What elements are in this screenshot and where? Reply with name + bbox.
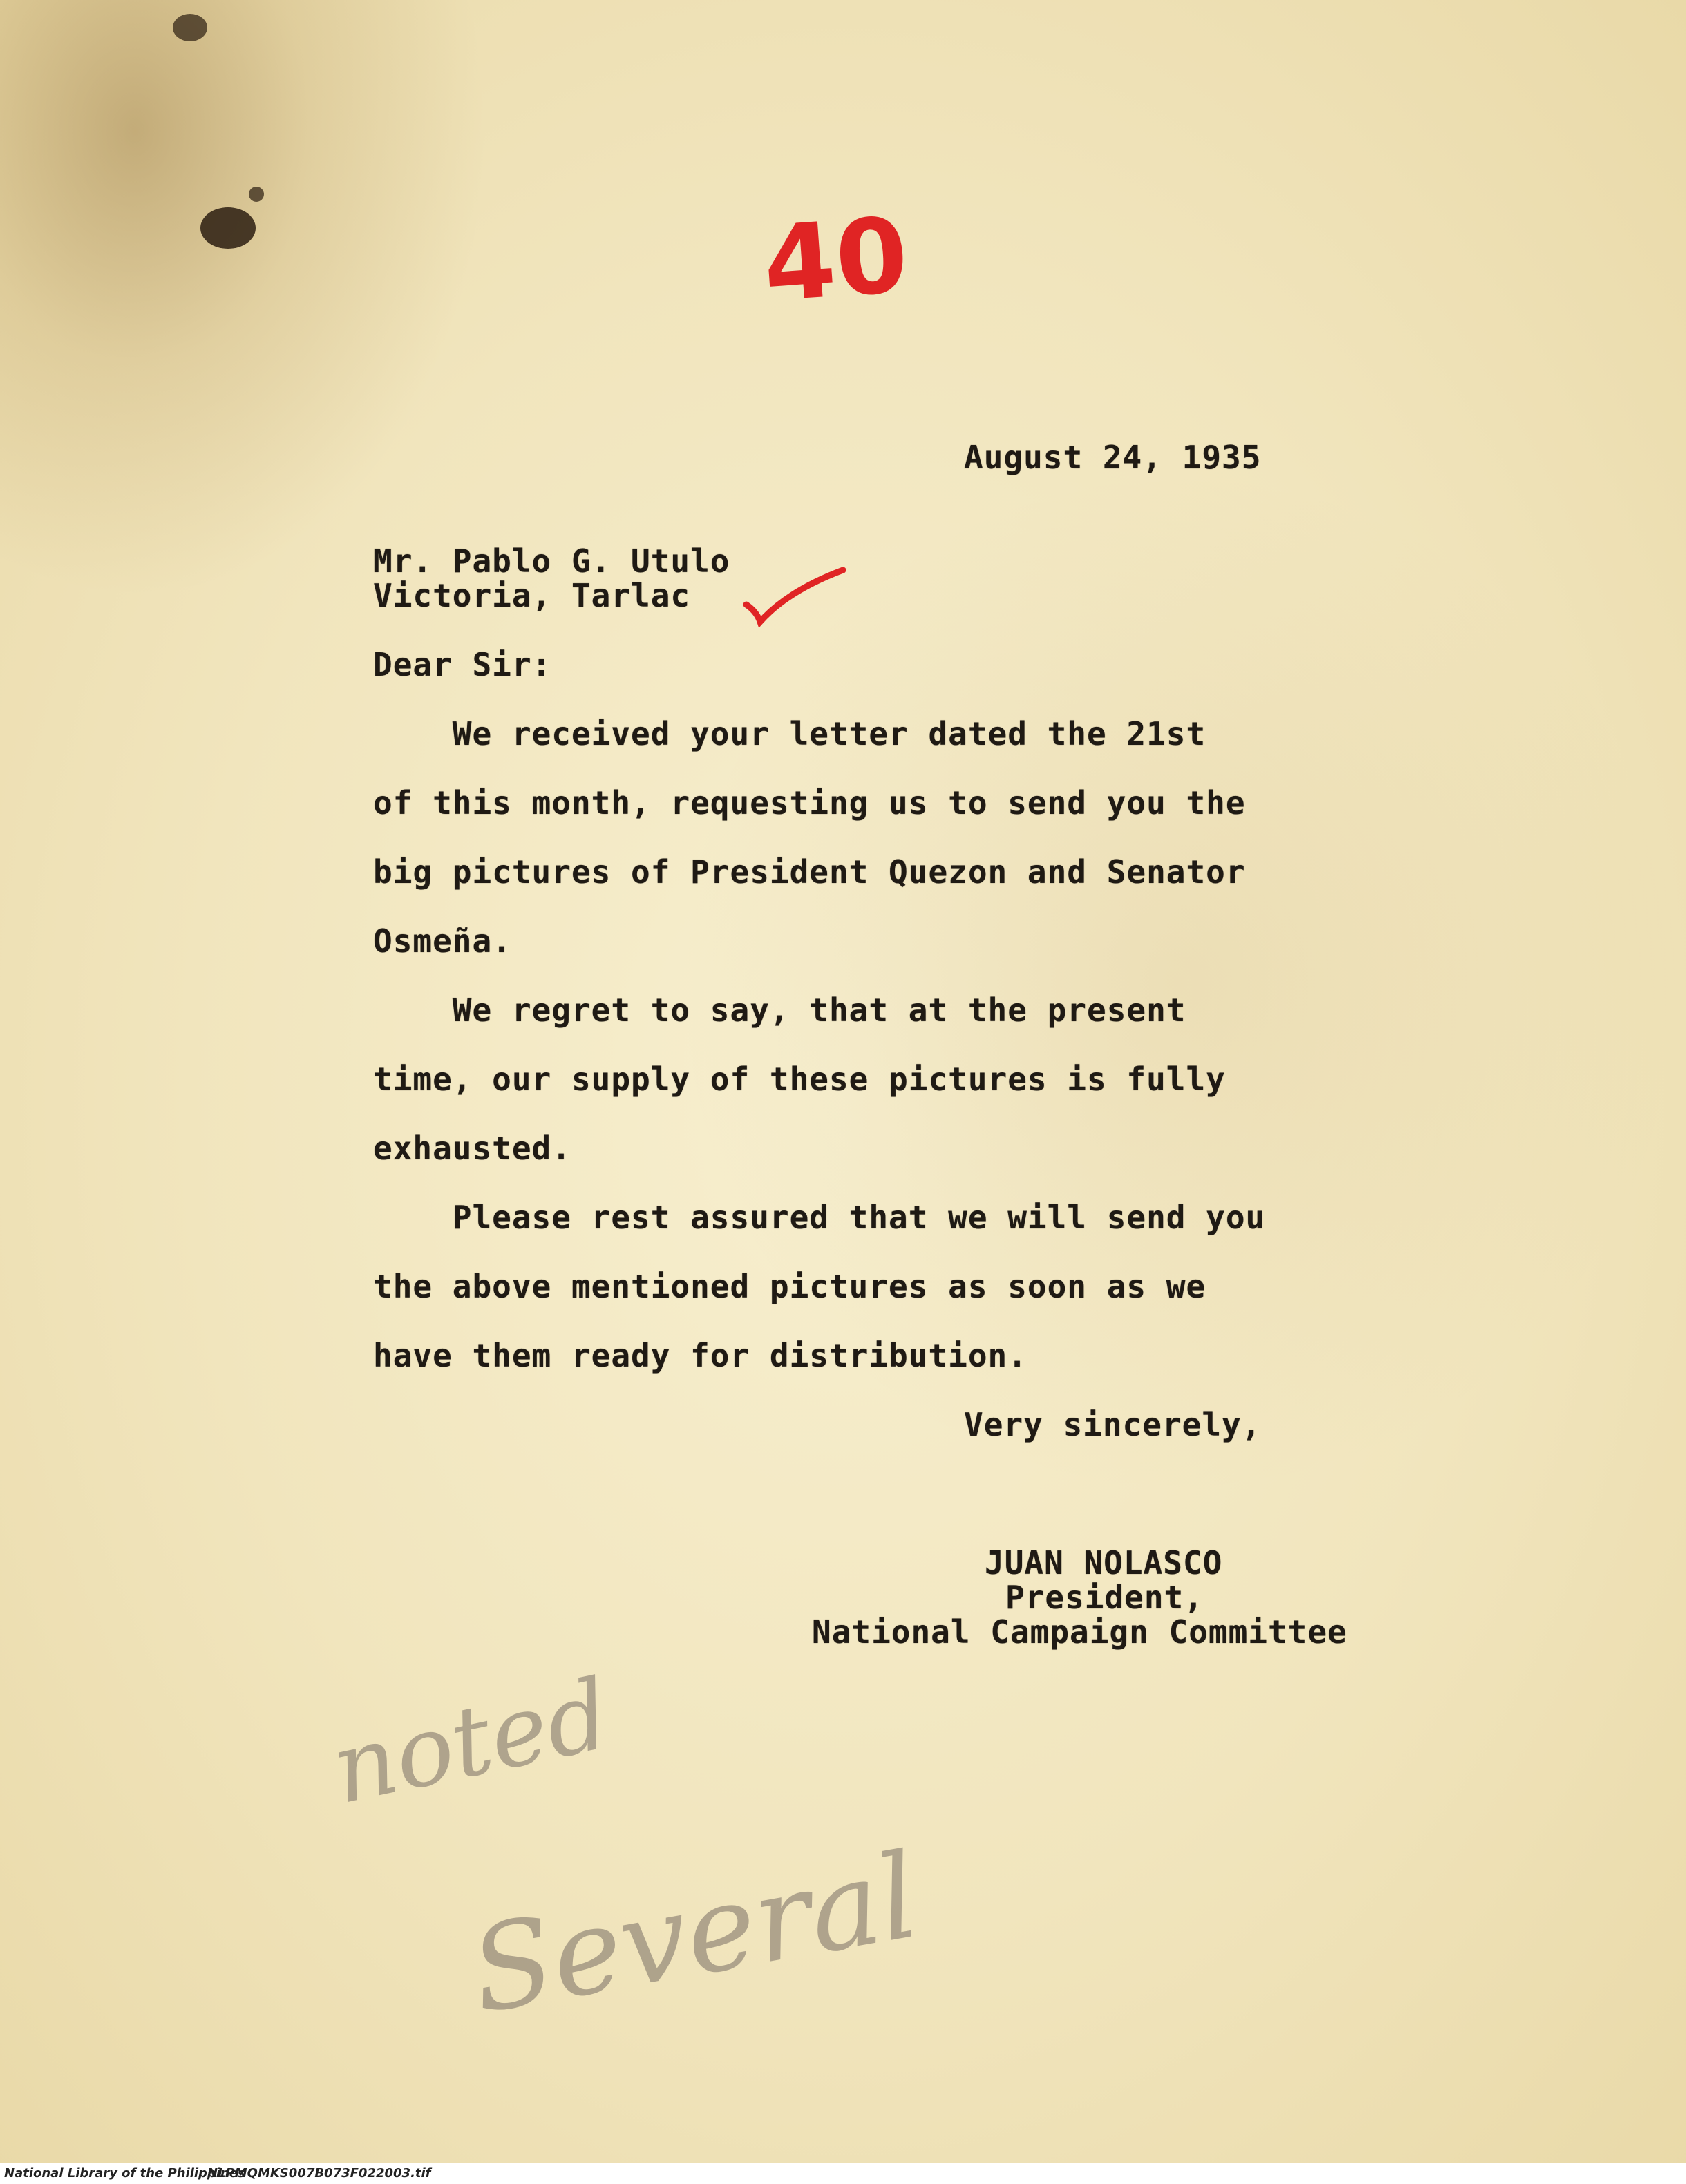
pencil-note-several: Several <box>461 1827 928 2040</box>
red-check-mark-icon <box>739 563 850 632</box>
body-line: Please rest assured that we will send you <box>373 1199 1266 1236</box>
body-line: of this month, requesting us to send you the <box>373 784 1246 822</box>
ink-spot <box>173 14 207 41</box>
salutation: Dear Sir: <box>373 646 552 683</box>
body-line: the above mentioned pictures as soon as we <box>373 1268 1206 1305</box>
recipient-name: Mr. Pablo G. Utulo <box>373 542 730 580</box>
signer-organization: National Campaign Committee <box>812 1613 1347 1651</box>
signer-name: JUAN NOLASCO <box>985 1544 1223 1582</box>
body-line: big pictures of President Quezon and Senator <box>373 853 1246 891</box>
footer-file-id: NLPMQMKS007B073F022003.tif <box>207 2166 431 2181</box>
body-line: We regret to say, that at the present <box>373 991 1186 1029</box>
red-page-number: 40 <box>759 195 912 326</box>
body-line: exhausted. <box>373 1130 571 1167</box>
archive-footer <box>0 2163 1686 2184</box>
closing: Very sincerely, <box>964 1406 1262 1443</box>
recipient-address: Victoria, Tarlac <box>373 577 691 614</box>
burn-stain <box>200 207 256 249</box>
signer-title: President, <box>1005 1579 1204 1616</box>
body-line: Osmeña. <box>373 922 512 960</box>
footer-library: National Library of the Philippines <box>4 2166 245 2181</box>
body-line: time, our supply of these pictures is fully <box>373 1061 1226 1098</box>
body-line: have them ready for distribution. <box>373 1337 1027 1374</box>
ink-spot-small <box>249 187 264 202</box>
letter-date: August 24, 1935 <box>964 439 1262 476</box>
pencil-note-noted: noted <box>323 1658 619 1827</box>
body-line: We received your letter dated the 21st <box>373 715 1206 752</box>
